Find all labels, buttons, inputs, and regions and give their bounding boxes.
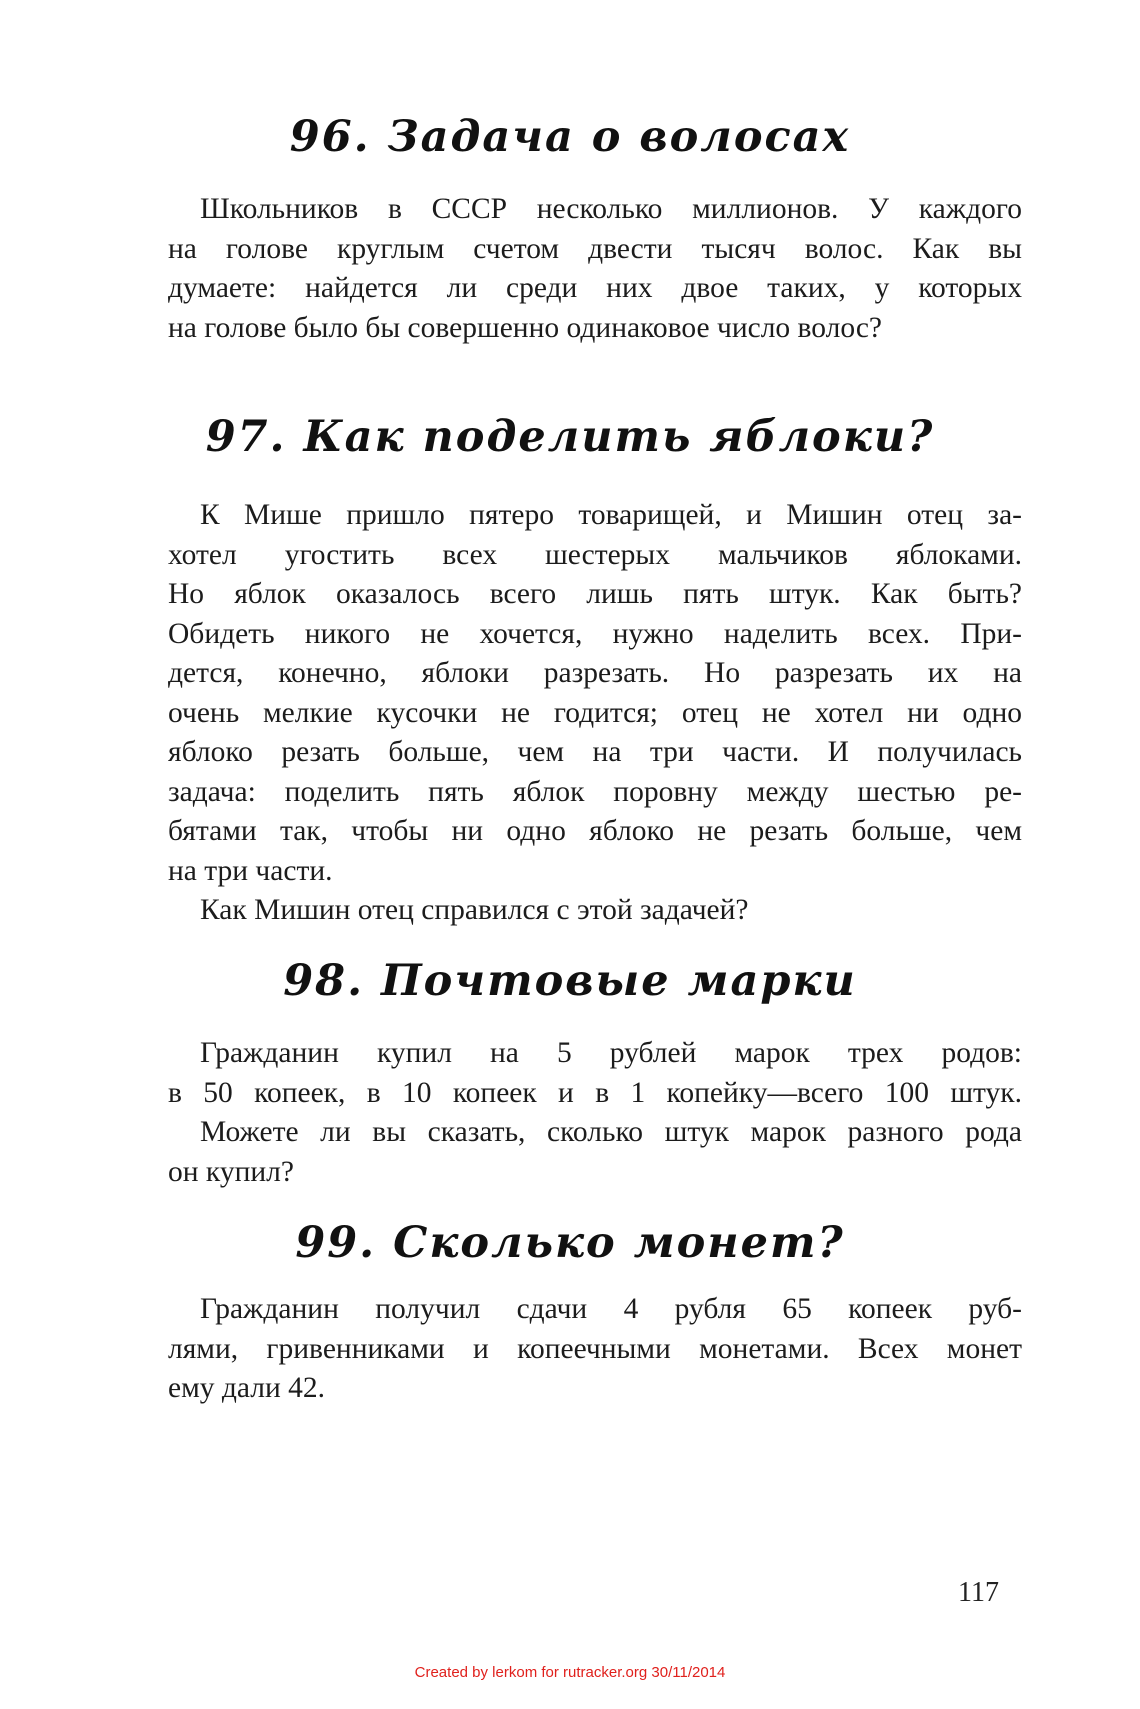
- problem-97-line: Но яблок оказалось всего лишь пять штук. Как быть?: [168, 578, 1022, 610]
- problem-97-line: бятами так, чтобы ни одно яблоко не резать больше, чем: [168, 815, 1022, 847]
- page-number: 117: [958, 1577, 999, 1608]
- problem-97-line: яблоко резать больше, чем на три части. И получилась: [168, 736, 1022, 768]
- problem-98-text: [168, 1034, 1022, 1192]
- problem-97-line: дется, конечно, яблоки разрезать. Но разрезать их на: [168, 657, 1022, 689]
- watermark-text: Created by lerkom for rutracker.org 30/11/2014: [414, 1664, 726, 1681]
- problem-96-line: думаете: найдется ли среди них двое таких, у которых: [168, 272, 1022, 304]
- problem-99-title: 99. Сколько монет?: [295, 1218, 845, 1268]
- problem-98-line: он купил?: [168, 1155, 294, 1188]
- problem-97-text: [168, 496, 1022, 931]
- problem-97-line: Обидеть никого не хочется, нужно наделить всех. При-: [168, 617, 1022, 650]
- problem-97-line: на три части.: [168, 854, 333, 887]
- problem-99-line: ему дали 42.: [168, 1372, 326, 1404]
- problem-99-text: [168, 1290, 1022, 1409]
- problem-97-line: очень мелкие кусочки не годится; отец не хотел ни одно: [168, 696, 1022, 729]
- problem-98-line: Гражданин купил на 5 рублей марок трех родов:: [200, 1037, 1022, 1069]
- problem-98-line: в 50 копеек, в 10 копеек и в 1 копейку—всего 100 штук.: [168, 1076, 1022, 1109]
- problem-99-line: Гражданин получил сдачи 4 рубля 65 копеек руб-: [200, 1293, 1022, 1325]
- problem-96-line: Школьников в СССР несколько миллионов. У каждого: [200, 193, 1022, 225]
- problem-97-line: задача: поделить пять яблок поровну между шестью ре-: [168, 775, 1022, 808]
- problem-97-line: хотел угостить всех шестерых мальчиков яблоками.: [168, 538, 1022, 571]
- problem-96-line: на голове круглым счетом двести тысяч волос. Как вы: [168, 232, 1022, 265]
- problem-98-title: 98. Почтовые марки: [283, 956, 857, 1006]
- problem-97-line: К Мише пришло пятеро товарищей, и Мишин отец за-: [200, 499, 1022, 531]
- problem-97-title: 97. Как поделить яблоки?: [205, 412, 935, 462]
- problem-96-title: 96. Задача о волосах: [289, 112, 851, 162]
- problem-96-line: на голове было бы совершенно одинаковое число волос?: [168, 311, 883, 344]
- problem-98-line: Можете ли вы сказать, сколько штук марок разного рода: [200, 1116, 1022, 1148]
- problem-99-line: лями, гривенниками и копеечными монетами. Всех монет: [168, 1332, 1022, 1365]
- problem-97-question: Как Мишин отец справился с этой задачей?: [200, 894, 749, 926]
- problem-96-text: [168, 190, 1022, 348]
